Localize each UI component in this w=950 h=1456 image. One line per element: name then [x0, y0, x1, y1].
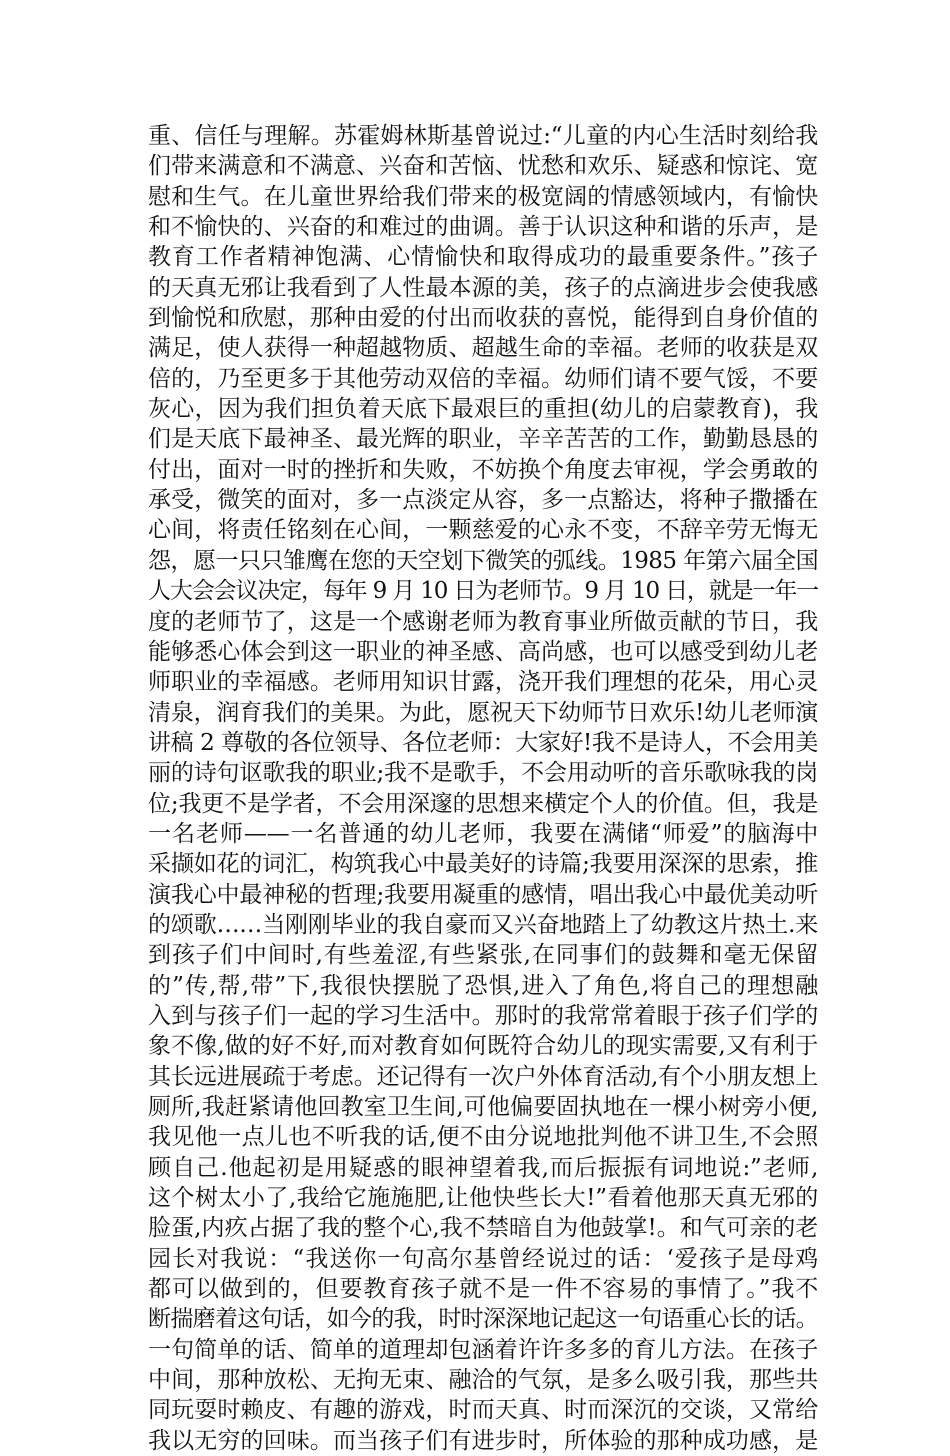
- text-line: 承受，微笑的面对，多一点淡定从容，多一点豁达，将种子撒播在: [148, 487, 818, 514]
- text-line: 重、信任与理解。苏霍姆林斯基曾说过:“儿童的内心生活时刻给我: [148, 123, 818, 149]
- text-line: 付出，面对一时的挫折和失败，不妨换个角度去审视，学会勇敢的: [148, 456, 818, 483]
- text-line: 一句简单的话、简单的道理却包涵着许许多多的育儿方法。在孩子: [148, 1336, 818, 1363]
- text-line: 顾自己.他起初是用疑惑的眼神望着我,而后振振有词地说:”老师,: [148, 1154, 818, 1181]
- text-line: 讲稿 2 尊敬的各位领导、各位老师：大家好!我不是诗人，不会用美: [148, 729, 818, 756]
- text-line: 入到与孩子们一起的学习生活中。那时的我常常着眼于孩子们学的: [148, 1002, 818, 1029]
- text-line: 脸蛋,内疚占据了我的整个心,我不禁暗自为他鼓掌!。和气可亲的老: [148, 1215, 818, 1242]
- text-line: 师职业的幸福感。老师用知识甘露，浇开我们理想的花朵，用心灵: [148, 669, 818, 696]
- text-line: 同玩耍时赖皮、有趣的游戏，时而天真、时而深沉的交谈，又常给: [148, 1397, 818, 1424]
- text-line: 的颂歌……当刚刚毕业的我自豪而又兴奋地踏上了幼教这片热土.来: [148, 911, 818, 938]
- text-line: 们带来满意和不满意、兴奋和苦恼、忧愁和欢乐、疑惑和惊诧、宽: [148, 153, 818, 180]
- text-line: 到孩子们中间时,有些羞涩,有些紧张,在同事们的鼓舞和毫无保留: [148, 942, 818, 969]
- text-line: 我以无穷的回味。而当孩子们有进步时，所体验的那种成功感，是: [148, 1427, 818, 1454]
- text-line: 能够悉心体会到这一职业的神圣感、高尚感，也可以感受到幼儿老: [148, 638, 818, 665]
- text-line: 度的老师节了，这是一个感谢老师为教育事业所做贡献的节日，我: [148, 608, 818, 635]
- text-line: 厕所,我赶紧请他回教室卫生间,可他偏要固执地在一棵小树旁小便,: [148, 1094, 818, 1120]
- text-line: 慰和生气。在儿童世界给我们带来的极宽阔的情感领域内，有愉快: [148, 183, 818, 210]
- text-line: 灰心，因为我们担负着天底下最艰巨的重担(幼儿的启蒙教育)，我: [148, 396, 818, 423]
- text-line: 教育工作者精神饱满、心情愉快和取得成功的最重要条件。”孩子: [148, 244, 818, 271]
- text-line: 中间，那种放松、无拘无束、融洽的气氛，是多么吸引我，那些共: [148, 1367, 818, 1394]
- text-line: 人大会会议决定，每年 9 月 10 日为老师节。9 月 10 日，就是一年一: [148, 578, 818, 605]
- text-line: 这个树太小了,我给它施施肥,让他快些长大!”看着他那天真无邪的: [148, 1185, 818, 1212]
- text-line: 位;我更不是学者，不会用深邃的思想来横定个人的价值。但，我是: [148, 790, 818, 817]
- text-line: 丽的诗句讴歌我的职业;我不是歌手，不会用动听的音乐歌咏我的岗: [148, 760, 818, 787]
- text-line: 倍的，乃至更多于其他劳动双倍的幸福。幼师们请不要气馁，不要: [148, 365, 818, 392]
- text-line: 我见他一点儿也不听我的话,便不由分说地批判他不讲卫生,不会照: [148, 1124, 818, 1151]
- text-line: 心间，将责任铭刻在心间，一颗慈爱的心永不变，不辞辛劳无悔无: [148, 517, 818, 544]
- text-line: 的”传,帮,带”下,我很快摆脱了恐惧,进入了角色,将自己的理想融: [148, 972, 818, 999]
- text-line: 一名老师——一名普通的幼儿老师，我要在满储“师爱”的脑海中: [148, 820, 818, 847]
- text-line: 到愉悦和欣慰，那种由爱的付出而收获的喜悦，能得到自身价值的: [148, 305, 818, 332]
- text-line: 演我心中最神秘的哲理;我要用凝重的感情，唱出我心中最优美动听: [148, 881, 818, 908]
- text-line: 清泉，润育我们的美果。为此，愿祝天下幼师节日欢乐!幼儿老师演: [148, 699, 818, 726]
- text-line: 象不像,做的好不好,而对教育如何既符合幼儿的现实需要,又有利于: [148, 1033, 818, 1060]
- text-line: 断揣磨着这句话，如今的我，时时深深地记起这一句语重心长的话。: [148, 1306, 818, 1333]
- text-line: 的天真无邪让我看到了人性最本源的美，孩子的点滴进步会使我感: [148, 274, 818, 301]
- text-line: 都可以做到的，但要教育孩子就不是一件不容易的事情了。”我不: [148, 1276, 818, 1303]
- text-line: 们是天底下最神圣、最光辉的职业，辛辛苦苦的工作，勤勤恳恳的: [148, 426, 818, 453]
- text-line: 怨，愿一只只雏鹰在您的天空划下微笑的弧线。1985 年第六届全国: [148, 547, 818, 574]
- text-line: 采撷如花的词汇，构筑我心中最美好的诗篇;我要用深深的思索，推: [148, 851, 818, 878]
- text-line: 园长对我说：“我送你一句高尔基曾经说过的话：‘爱孩子是母鸡: [148, 1245, 818, 1272]
- text-line: 和不愉快的、兴奋的和难过的曲调。善于认识这种和谐的乐声，是: [148, 214, 818, 241]
- text-line: 满足，使人获得一种超越物质、超越生命的幸福。老师的收获是双: [148, 335, 818, 362]
- document-body-text: [148, 121, 818, 1456]
- text-line: 其长远进展疏于考虑。还记得有一次户外体育活动,有个小朋友想上: [148, 1063, 818, 1090]
